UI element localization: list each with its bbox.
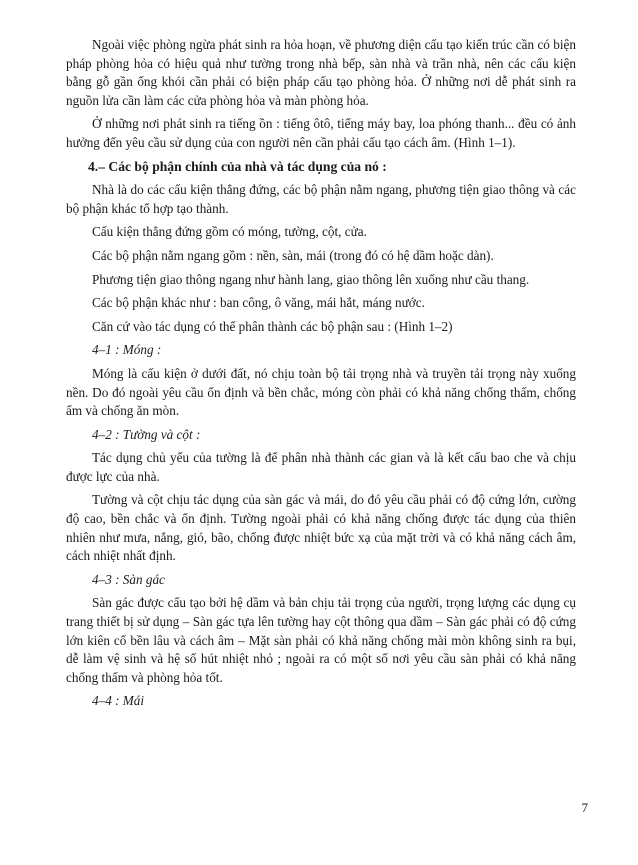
paragraph: Sàn gác được cấu tạo bởi hệ dầm và bản chịu tải trọng của người, trọng lượng các dụng cụ trang thiết bị sử dụng – Sàn gác tựa lên tường hay cột thông qua dầm – Sàn gác phải có độ cứng lớn kiên cố bền lâu và cách âm – Mặt sàn phải có khả năng chống mài mòn không sinh ra bụi, dễ làm vệ sinh và hệ số hút nhiệt nhỏ ; ngoài ra có một số nơi yêu cầu sàn phải có khả năng chống thấm và phòng hỏa tốt.	[66, 595, 576, 685]
paragraph: Cấu kiện thẳng đứng gồm có móng, tường, cột, cửa.	[92, 224, 367, 240]
paragraph: Ở những nơi phát sinh ra tiếng ồn : tiếng ôtô, tiếng máy bay, loa phóng thanh... đều có ảnh hưởng đến yêu cầu sử dụng của con người nên cần phải cấu tạo cách âm. (Hình 1–1).	[66, 116, 576, 150]
paragraph: Nhà là do các cấu kiện thẳng đứng, các bộ phận nằm ngang, phương tiện giao thông và các bộ phận khác tổ hợp tạo thành.	[66, 182, 576, 216]
subsection-heading: 4–1 : Móng :	[92, 342, 162, 358]
page-body	[66, 36, 576, 711]
paragraph: Các bộ phận nằm ngang gồm : nền, sàn, mái (trong đó có hệ dầm hoặc dàn).	[92, 247, 494, 263]
paragraph: Các bộ phận khác như : ban công, ô văng, mái hắt, máng nước.	[92, 295, 425, 311]
paragraph: Ngoài việc phòng ngừa phát sinh ra hỏa hoạn, về phương diện cấu tạo kiến trúc cần có biện pháp phòng hỏa có hiệu quả như tường trong nhà bếp, sàn nhà và trần nhà, nên các cấu kiện bằng gỗ gần ống khói cần phải có biện pháp cấu tạo phòng hỏa. Ở những nơi dễ phát sinh ra nguồn lửa cần làm các cửa phòng hỏa và màn phòng hỏa.	[66, 37, 576, 108]
paragraph: Căn cứ vào tác dụng có thể phân thành các bộ phận sau : (Hình 1–2)	[92, 318, 453, 334]
paragraph: Phương tiện giao thông ngang như hành lang, giao thông lên xuống như cầu thang.	[92, 271, 530, 287]
page-number: 7	[581, 800, 588, 815]
paragraph: Tường và cột chịu tác dụng của sàn gác và mái, do đó yêu cầu phải có độ cứng lớn, cường độ cao, bền chắc và ổn định. Tường ngoài phải có khả năng chống được tác dụng của thiên nhiên như mưa, nắng, gió, bão, chống được nhiệt bức xạ của mặt trời và có khả năng cách âm, cách nhiệt nhất định.	[66, 492, 576, 564]
subsection-heading: 4–4 : Mái	[92, 693, 145, 709]
paragraph: Móng là cấu kiện ở dưới đất, nó chịu toàn bộ tải trọng nhà và truyền tải trọng này xuống nền. Do đó ngoài yêu cầu ổn định và bền chắc, móng còn phải có khả năng chống thấm, chống ẩm và chống ăn mòn.	[66, 365, 576, 419]
subsection-heading: 4–3 : Sàn gác	[92, 571, 165, 587]
section-heading: 4.– Các bộ phận chính của nhà và tác dụng của nó :	[88, 158, 387, 174]
paragraph: Tác dụng chủ yếu của tường là để phân nhà thành các gian và là kết cấu bao che và chịu được lực của nhà.	[66, 450, 576, 484]
subsection-heading: 4–2 : Tường và cột :	[92, 426, 201, 442]
